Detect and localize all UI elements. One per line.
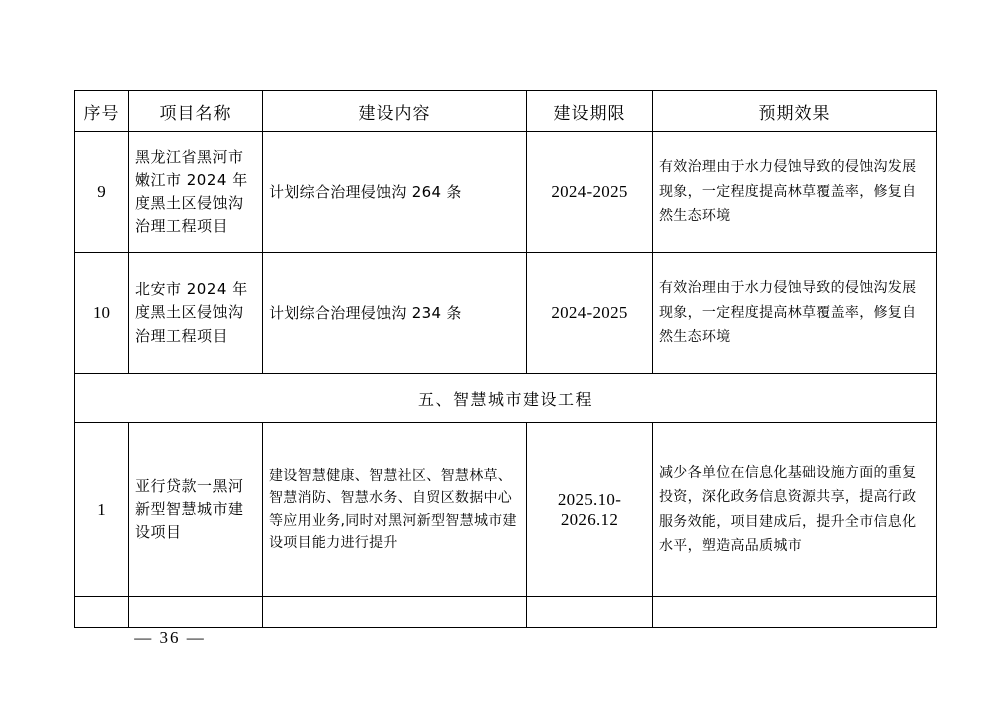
header-name: 项目名称 [129,91,263,132]
row-construction-term: 2024-2025 [527,132,653,253]
table-blank-row [75,597,937,628]
row-seq: 1 [75,423,129,597]
table-header-row [75,91,937,132]
blank-cell-term [527,597,653,628]
header-term: 建设期限 [527,91,653,132]
row-project-name: 北安市 2024 年度黑土区侵蚀沟治理工程项目 [129,253,263,374]
blank-cell-content [263,597,527,628]
page-footer [0,628,1000,648]
project-table [74,90,937,628]
header-content: 建设内容 [263,91,527,132]
table-row [75,132,937,253]
header-seq: 序号 [75,91,129,132]
row-seq: 9 [75,132,129,253]
row-expected-effect: 有效治理由于水力侵蚀导致的侵蚀沟发展现象，一定程度提高林草覆盖率，修复自然生态环境 [653,253,937,374]
blank-cell-seq [75,597,129,628]
row-project-name: 亚行贷款一黑河新型智慧城市建设项目 [129,423,263,597]
row-construction-content: 计划综合治理侵蚀沟 264 条 [263,132,527,253]
table-section-header-row [75,374,937,423]
row-seq: 10 [75,253,129,374]
table-row [75,423,937,597]
page-number: — 36 — [134,628,206,647]
row-construction-content: 建设智慧健康、智慧社区、智慧林草、智慧消防、智慧水务、自贸区数据中心等应用业务,同时对黑河新型智慧城市建设项目能力进行提升 [263,423,527,597]
blank-cell-effect [653,597,937,628]
row-expected-effect: 有效治理由于水力侵蚀导致的侵蚀沟发展现象，一定程度提高林草覆盖率，修复自然生态环境 [653,132,937,253]
row-construction-term: 2024-2025 [527,253,653,374]
blank-cell-name [129,597,263,628]
row-project-name: 黑龙江省黑河市嫩江市 2024 年度黑土区侵蚀沟治理工程项目 [129,132,263,253]
row-construction-content: 计划综合治理侵蚀沟 234 条 [263,253,527,374]
table-row [75,253,937,374]
project-table-container [74,90,936,628]
row-expected-effect: 减少各单位在信息化基础设施方面的重复投资，深化政务信息资源共享，提高行政服务效能，项目建成后，提升全市信息化水平，塑造高品质城市 [653,423,937,597]
section-title: 五、智慧城市建设工程 [75,374,937,423]
row-construction-term: 2025.10-2026.12 [527,423,653,597]
header-effect: 预期效果 [653,91,937,132]
